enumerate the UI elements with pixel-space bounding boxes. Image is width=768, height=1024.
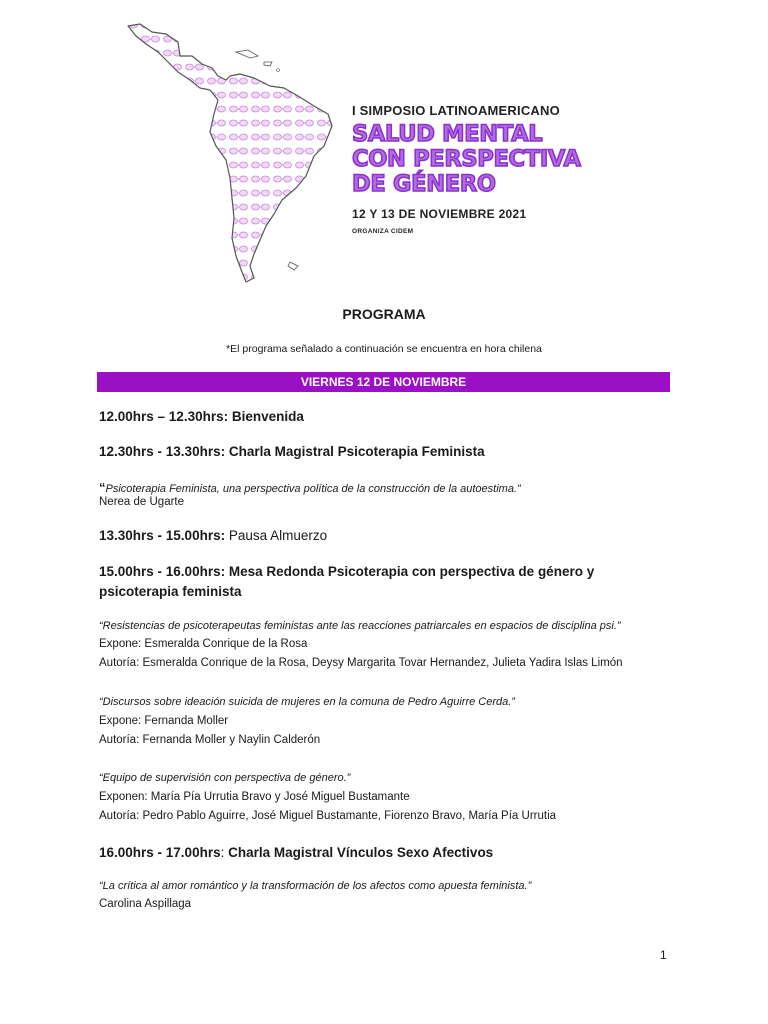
talk-quote <box>99 479 521 497</box>
talk-presenter: Expone: Esmeralda Conrique de la Rosa <box>99 638 308 650</box>
banner-organizer: ORGANIZA CIDEM <box>352 228 414 235</box>
session-title-continuation <box>99 582 242 602</box>
talk-quote: “Discursos sobre ideación suicida de mujeres en la comuna de Pedro Aguirre Cerda.” <box>99 696 515 708</box>
session-mesa-redonda <box>99 562 594 582</box>
latin-america-map-illustration <box>118 4 358 300</box>
speaker-name: Carolina Aspillaga <box>99 898 192 910</box>
session-time: 16.00hrs - 17.00hrs <box>99 845 221 860</box>
talk-quote: “Equipo de supervisión con perspectiva de género.” <box>99 772 351 784</box>
session-pausa-almuerzo <box>99 526 327 546</box>
talk-presenters: Exponen: María Pía Urrutia Bravo y José Miguel Bustamante <box>99 791 410 803</box>
banner-title-line-2: CON PERSPECTIVA <box>352 146 581 172</box>
session-bienvenida <box>99 407 304 427</box>
session-title: Pausa Almuerzo <box>225 528 328 543</box>
session-colon: : <box>220 845 225 860</box>
talk-authors: Autoría: Pedro Pablo Aguirre, José Miguel Bustamante, Fiorenzo Bravo, María Pía Urrutia <box>99 810 557 822</box>
session-charla-psicoterapia-feminista <box>99 442 485 462</box>
talk-quote: “Resistencias de psicoterapeutas feministas ante las reacciones patriarcales en espacios de disciplina psi.” <box>99 620 621 632</box>
banner-dates: 12 Y 13 DE NOVIEMBRE 2021 <box>352 207 527 221</box>
talk-authors: Autoría: Fernanda Moller y Naylin Calderón <box>99 734 321 746</box>
session-title: Bienvenida <box>228 409 304 424</box>
banner-title-line-3: DE GÉNERO <box>352 171 496 197</box>
speaker-name: Nerea de Ugarte <box>99 496 185 508</box>
talk-presenter: Expone: Fernanda Moller <box>99 715 229 727</box>
event-banner <box>118 4 670 300</box>
session-time: 12.00hrs – 12.30hrs: <box>99 409 229 424</box>
talk-quote: “La crítica al amor romántico y la transformación de los afectos como apuesta feminista.” <box>99 880 532 892</box>
session-title: Charla Magistral Vínculos Sexo Afectivos <box>224 845 494 860</box>
session-time: 12.30hrs - 13.30hrs: <box>99 444 226 459</box>
talk-authors: Autoría: Esmeralda Conrique de la Rosa, Deysy Margarita Tovar Hernandez, Julieta Yadira Islas Limón <box>99 657 623 669</box>
session-time: 13.30hrs - 15.00hrs: <box>99 528 226 543</box>
timezone-note: *El programa señalado a continuación se encuentra en hora chilena <box>226 343 542 355</box>
day-header-bar: VIERNES 12 DE NOVIEMBRE <box>97 372 670 392</box>
quote-text: Psicoterapia Feminista, una perspectiva política de la construcción de la autoestima.” <box>105 483 521 495</box>
page-number: 1 <box>660 948 667 962</box>
session-title: Mesa Redonda Psicoterapia con perspectiva de género y <box>225 564 595 579</box>
banner-title-line-1: SALUD MENTAL <box>352 121 543 147</box>
session-charla-vinculos <box>99 843 493 863</box>
session-title: Charla Magistral Psicoterapia Feminista <box>225 444 485 459</box>
banner-text-block <box>352 103 672 235</box>
program-heading: PROGRAMA <box>342 306 426 322</box>
banner-subtitle: I SIMPOSIO LATINOAMERICANO <box>352 103 560 118</box>
session-title-line-2: psicoterapia feminista <box>99 584 242 599</box>
quote-open-mark: “ <box>99 480 106 495</box>
session-time: 15.00hrs - 16.00hrs: <box>99 564 226 579</box>
